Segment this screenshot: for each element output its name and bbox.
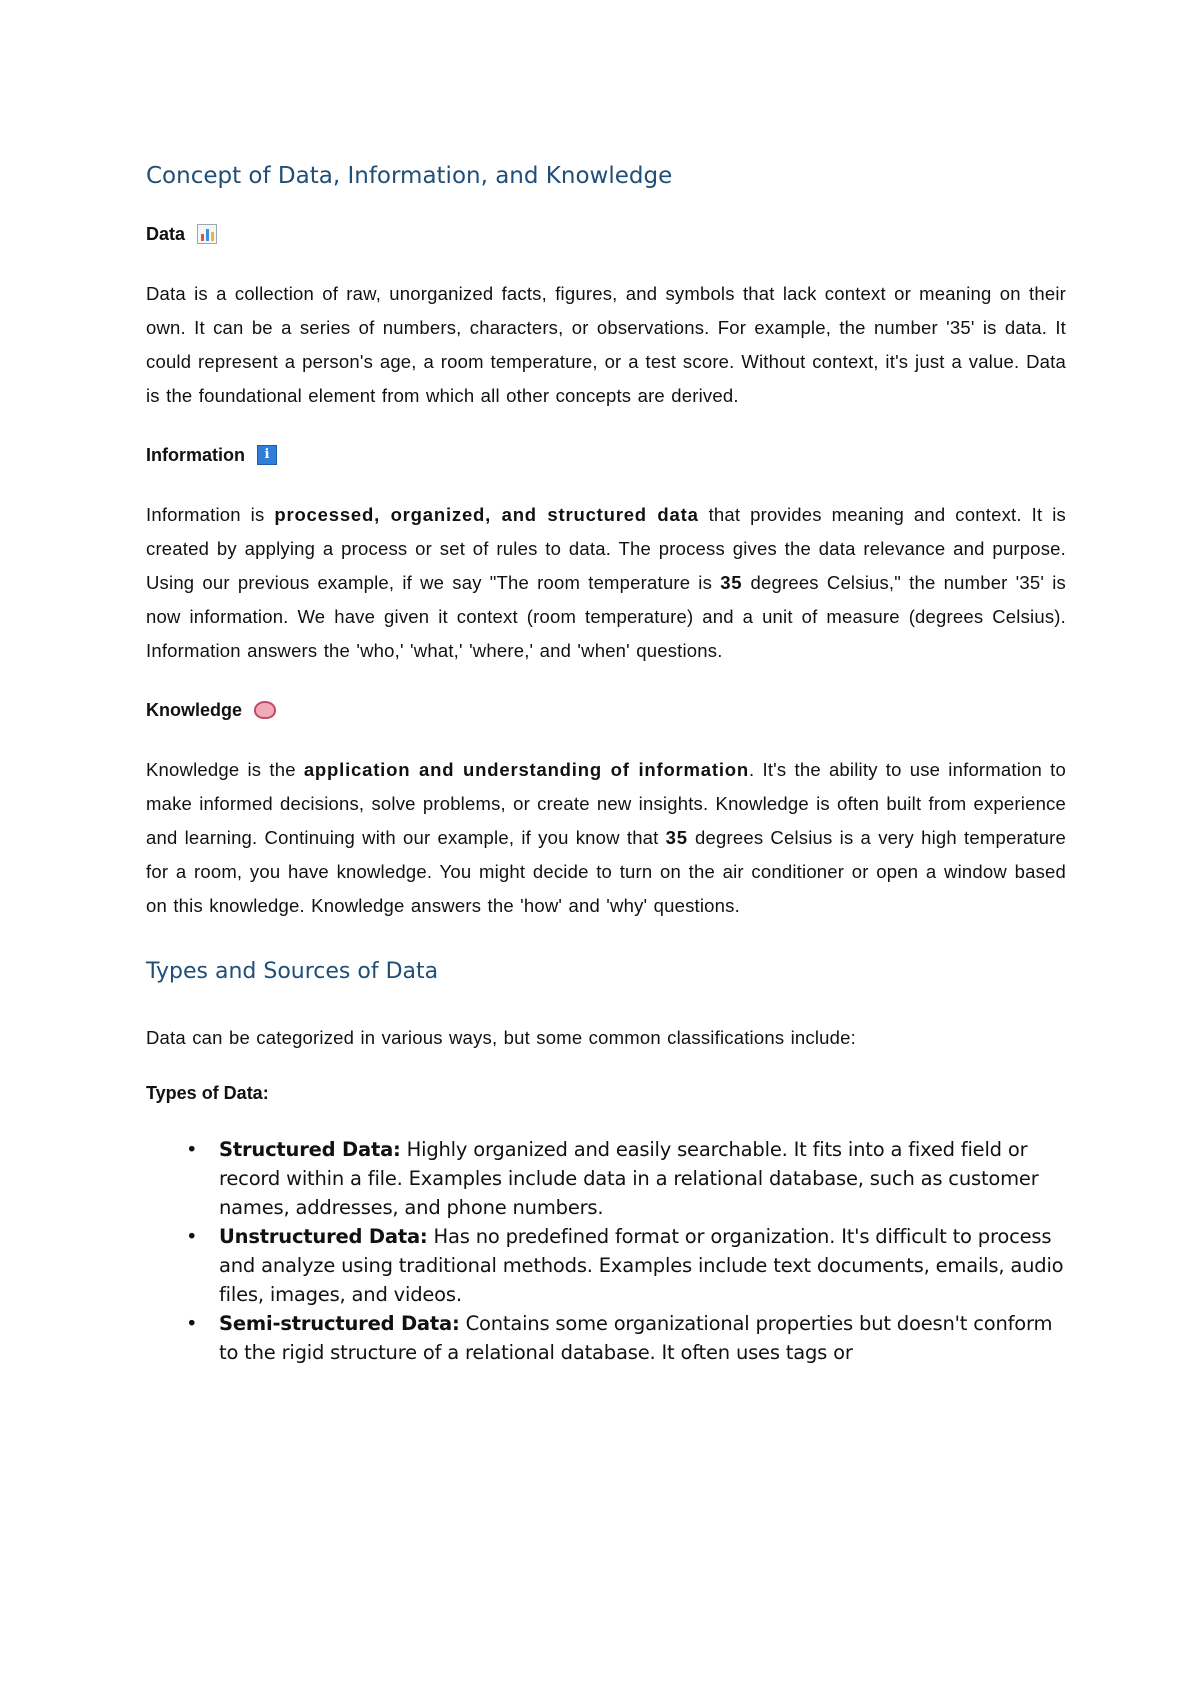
brain-icon <box>254 701 276 719</box>
knowledge-text-3: degrees Celsius is a very high temperature for a room, you have knowledge. You might decide to turn on the air conditioner or open a window based on this knowledge. Knowledge answers the 'how' and 'why' questions. <box>146 827 1066 916</box>
types-of-data-heading <box>146 1081 1066 1105</box>
list-item <box>146 1222 1066 1309</box>
information-heading <box>146 443 1066 467</box>
types-list <box>146 1135 1066 1367</box>
data-heading <box>146 222 1066 246</box>
knowledge-number: 35 <box>665 827 688 848</box>
types-of-data-label: Types of Data: <box>146 1083 269 1103</box>
knowledge-heading <box>146 698 1066 722</box>
knowledge-heading-label: Knowledge <box>146 700 243 720</box>
knowledge-text-2: . It's the ability to use information to make informed decisions, solve problems, or create new insights. Knowledge is often built from experience and learning. Continuing with our example, if you know that <box>146 759 1066 848</box>
list-item-label: Semi-structured Data: <box>219 1312 460 1335</box>
information-text-1: Information is <box>146 504 275 525</box>
list-item <box>146 1135 1066 1222</box>
types-title: Types and Sources of Data <box>146 959 439 984</box>
knowledge-text-1: Knowledge is the <box>146 759 304 780</box>
list-item-label: Unstructured Data: <box>219 1225 428 1248</box>
bullet-icon: • <box>186 1138 198 1161</box>
list-item <box>146 1309 1066 1367</box>
knowledge-emphasis: application and understanding of information <box>303 759 750 780</box>
data-paragraph: Data is a collection of raw, unorganized facts, figures, and symbols that lack context or meaning on their own. It can be a series of numbers, characters, or observations. For example, the number '35' is data. It could represent a person's age, a room temperature, or a test score. Without context, it's just a value. Data is the foundational element from which all other concepts are derived. <box>146 283 1066 406</box>
information-number: 35 <box>720 572 743 593</box>
list-item-text: Contains some organizational properties but doesn't conform to the rigid structure of a relational database. It often uses tags or <box>219 1312 1053 1364</box>
information-emphasis: processed, organized, and structured data <box>274 504 699 525</box>
concept-title: Concept of Data, Information, and Knowledge <box>146 163 673 189</box>
information-paragraph <box>146 498 1066 668</box>
list-item-text: Highly organized and easily searchable. It fits into a fixed field or record within a file. Examples include data in a relational database, such as customer names, addresses, and phone numbers. <box>219 1138 1039 1219</box>
list-item-label: Structured Data: <box>219 1138 401 1161</box>
data-heading-label: Data <box>146 224 186 244</box>
information-icon: i <box>257 445 277 465</box>
bar-chart-icon <box>197 224 217 244</box>
information-heading-label: Information <box>146 445 245 465</box>
information-text-2: that provides meaning and context. It is created by applying a process or set of rules to data. The process gives the data relevance and purpose. Using our previous example, if we say "The room temperature is <box>146 504 1066 593</box>
types-intro: Data can be categorized in various ways, but some common classifications include: <box>146 1027 856 1048</box>
document-page <box>146 160 1066 1367</box>
knowledge-paragraph <box>146 753 1066 923</box>
information-text-3: degrees Celsius," the number '35' is now information. We have given it context (room temperature) and a unit of measure (degrees Celsius). Information answers the 'who,' 'what,' 'where,' and 'when' questions. <box>146 572 1066 661</box>
list-item-text: Has no predefined format or organization. It's difficult to process and analyze using traditional methods. Examples include text documents, emails, audio files, images, and videos. <box>219 1225 1064 1306</box>
bullet-icon: • <box>186 1225 198 1248</box>
bullet-icon: • <box>186 1312 198 1335</box>
